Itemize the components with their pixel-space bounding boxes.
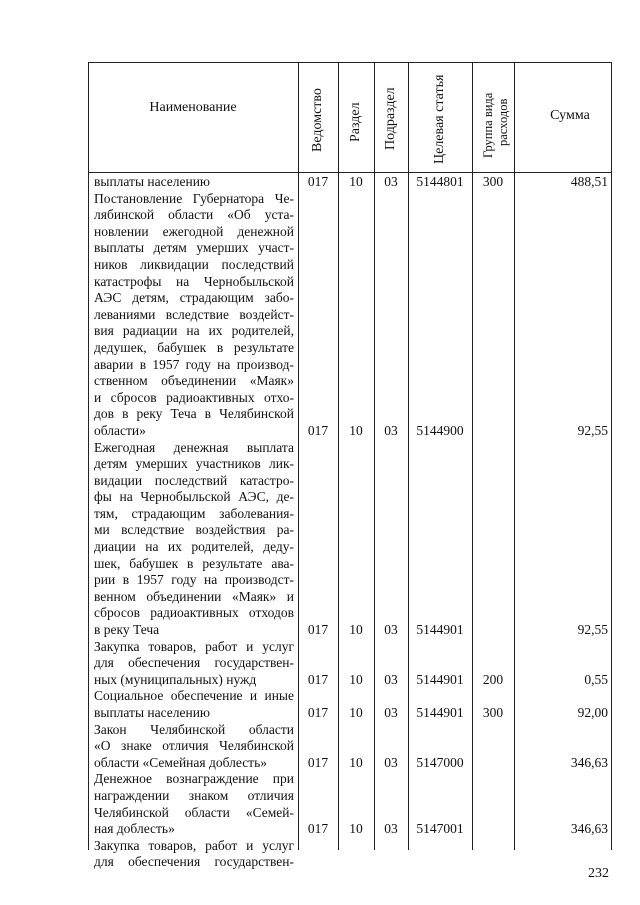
description-line: для обеспечения государствен- bbox=[94, 655, 294, 671]
row-razdel-cell: 10 bbox=[349, 174, 363, 189]
row-ved-cell: 017 bbox=[307, 672, 329, 687]
header-gruppa-line2: расходов bbox=[496, 98, 510, 146]
description-line: аварии в 1957 году на производ- bbox=[94, 356, 294, 372]
header-razdel: Раздел bbox=[348, 102, 363, 142]
description-line: тям, страдающим заболевания- bbox=[94, 505, 294, 521]
header-vedomstvo: Ведомство bbox=[310, 88, 325, 152]
description-line: в реку Теча bbox=[94, 622, 160, 638]
row-summa-cell: 346,63 bbox=[570, 755, 608, 770]
description-line: ная доблесть» bbox=[94, 821, 175, 837]
header-gruppa-line1: Группа вида bbox=[481, 92, 495, 158]
row-celevaya-cell: 5144801 bbox=[416, 174, 464, 189]
row-ved-cell: 017 bbox=[307, 821, 329, 837]
table-right-border bbox=[611, 62, 612, 850]
description-line: Социальное обеспечение и иные bbox=[94, 688, 294, 704]
description-line: Постановление Губернатора Че- bbox=[94, 190, 294, 206]
row-ved-cell: 017 bbox=[307, 423, 329, 438]
description-line: Ежегодная денежная выплата bbox=[94, 439, 294, 455]
description-line: лябинской области «Об уста- bbox=[94, 207, 294, 223]
description-column bbox=[94, 174, 294, 871]
row-gruppa-cell: 300 bbox=[482, 705, 504, 721]
description-line: катастрофы на Чернобыльской bbox=[94, 273, 294, 289]
header-podrazdel: Подраздел bbox=[383, 87, 398, 150]
description-line: Денежное вознаграждение при bbox=[94, 771, 294, 787]
description-line: рии в 1957 году на производст- bbox=[94, 572, 294, 588]
description-line: новлении ежегодной денежной bbox=[94, 223, 294, 239]
row-podrazdel-cell: 03 bbox=[384, 672, 398, 687]
description-line: вия радиации на их родителей, bbox=[94, 323, 294, 339]
header-summa: Сумма bbox=[550, 108, 590, 123]
row-summa-cell: 92,55 bbox=[577, 622, 608, 638]
description-line: области» bbox=[94, 422, 146, 438]
description-line: выплаты детям умерших участ- bbox=[94, 240, 294, 256]
description-line: «О знаке отличия Челябинской bbox=[94, 738, 294, 754]
description-line: для обеспечения государствен- bbox=[94, 854, 294, 870]
row-podrazdel-cell: 03 bbox=[384, 821, 398, 837]
row-razdel-cell: 10 bbox=[349, 821, 363, 837]
description-line: и сбросов радиоактивных отхо- bbox=[94, 389, 294, 405]
row-summa-cell: 92,00 bbox=[577, 705, 608, 721]
description-line: ми вследствие воздействия ра- bbox=[94, 522, 294, 538]
row-celevaya-cell: 5144901 bbox=[416, 672, 464, 687]
description-line: Закупка товаров, работ и услуг bbox=[94, 638, 294, 654]
row-razdel-cell: 10 bbox=[349, 755, 363, 770]
row-podrazdel-cell: 03 bbox=[384, 705, 398, 721]
row-summa-cell: 92,55 bbox=[577, 423, 608, 438]
row-ved-cell: 017 bbox=[307, 755, 329, 770]
description-line: АЭС детям, страдающим забо- bbox=[94, 290, 294, 306]
header-celevaya: Целевая статья bbox=[432, 74, 447, 164]
row-celevaya-cell: 5144901 bbox=[416, 622, 464, 638]
description-line: шек, бабушек в результате ава- bbox=[94, 555, 294, 571]
row-razdel-cell: 10 bbox=[349, 672, 363, 687]
page-number: 232 bbox=[588, 866, 609, 881]
description-line: сбросов радиоактивных отходов bbox=[94, 605, 294, 621]
row-podrazdel-cell: 03 bbox=[384, 622, 398, 638]
description-line: Закон Челябинской области bbox=[94, 721, 294, 737]
description-line: ственном объединении «Маяк» bbox=[94, 373, 294, 389]
row-podrazdel-cell: 03 bbox=[384, 755, 398, 770]
description-line: видации последствий катастро- bbox=[94, 472, 294, 488]
row-celevaya-cell: 5144900 bbox=[416, 423, 464, 438]
description-line: награждении знаком отличия bbox=[94, 787, 294, 803]
description-line: Закупка товаров, работ и услуг bbox=[94, 837, 294, 853]
table-top-border bbox=[88, 62, 612, 63]
description-line: диации на их родителей, деду- bbox=[94, 539, 294, 555]
description-line: венном объединении «Маяк» и bbox=[94, 588, 294, 604]
row-summa-cell: 346,63 bbox=[570, 821, 608, 837]
row-celevaya-cell: 5147000 bbox=[416, 755, 464, 770]
row-gruppa-cell: 200 bbox=[482, 672, 504, 687]
row-celevaya-cell: 5147001 bbox=[416, 821, 464, 837]
row-ved-cell: 017 bbox=[307, 622, 329, 638]
row-podrazdel-cell: 03 bbox=[384, 423, 398, 438]
table-left-border bbox=[88, 62, 89, 850]
row-razdel-cell: 10 bbox=[349, 705, 363, 721]
header-name: Наименование bbox=[149, 100, 237, 115]
description-line: фы на Чернобыльской АЭС, де- bbox=[94, 489, 294, 505]
row-celevaya-cell: 5144901 bbox=[416, 705, 464, 721]
header-bottom-border bbox=[88, 172, 612, 173]
row-podrazdel-cell: 03 bbox=[384, 174, 398, 189]
description-line: ников ликвидации последствий bbox=[94, 256, 294, 272]
description-line: выплаты населению bbox=[94, 705, 211, 720]
description-line: дов в реку Теча в Челябинской bbox=[94, 406, 294, 422]
description-line: ных (муниципальных) нужд bbox=[94, 671, 257, 687]
row-razdel-cell: 10 bbox=[349, 622, 363, 638]
description-line: выплаты населению bbox=[94, 174, 211, 189]
row-ved-cell: 017 bbox=[307, 705, 329, 721]
row-ved-cell: 017 bbox=[307, 174, 329, 189]
row-razdel-cell: 10 bbox=[349, 423, 363, 438]
description-line: детям умерших участников лик- bbox=[94, 456, 294, 472]
description-line: Челябинской области «Семей- bbox=[94, 804, 294, 820]
description-line: леваниями вследствие воздейст- bbox=[94, 306, 294, 322]
row-summa-cell: 488,51 bbox=[570, 174, 608, 189]
description-line: дедушек, бабушек в результате bbox=[94, 339, 294, 355]
description-line: области «Семейная доблесть» bbox=[94, 754, 267, 770]
row-gruppa-cell: 300 bbox=[482, 174, 504, 189]
row-summa-cell: 0,55 bbox=[584, 672, 608, 687]
